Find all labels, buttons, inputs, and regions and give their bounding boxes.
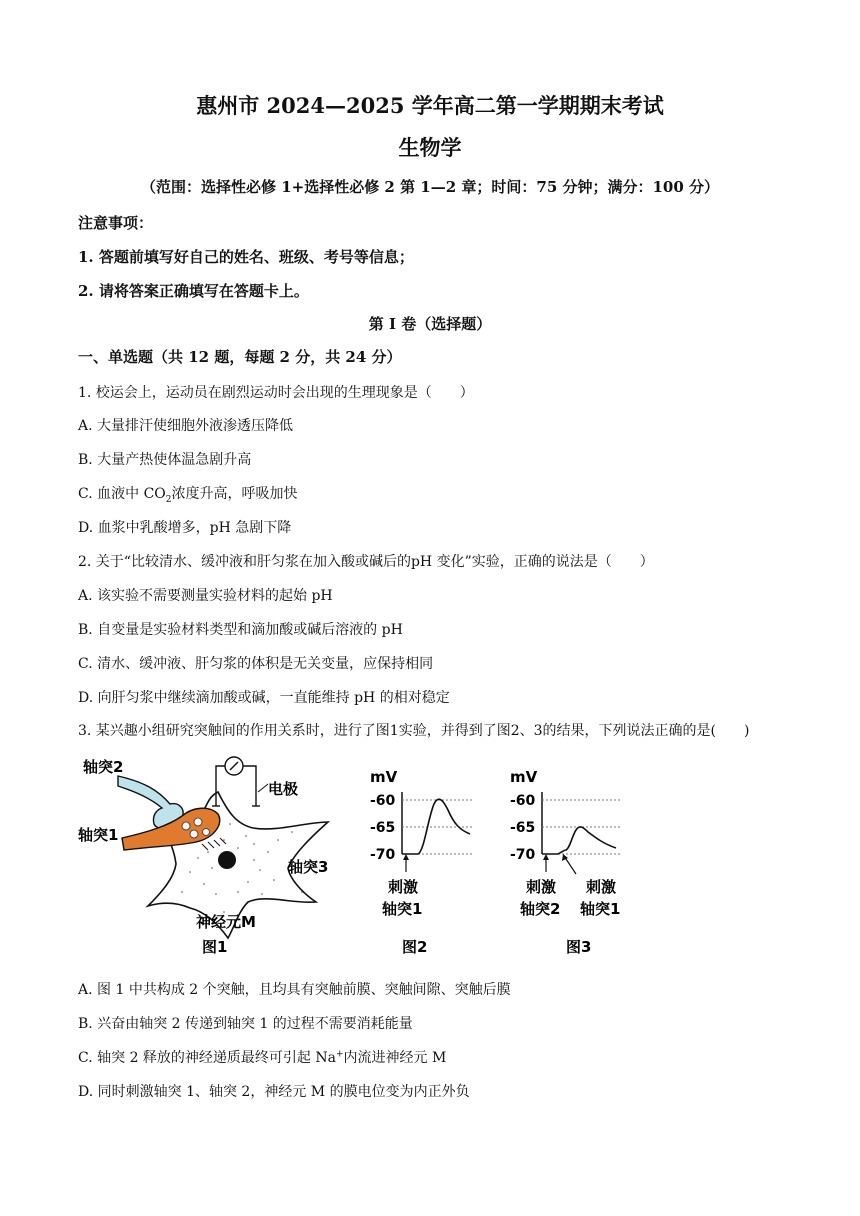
q1-option-a: A. 大量排汗使细胞外液渗透压降低 xyxy=(78,418,294,434)
fig2-stim-label: 轴突1 xyxy=(382,900,423,918)
fig3-unit: mV xyxy=(510,768,538,786)
q1-option-b: B. 大量产热使体温急剧升高 xyxy=(78,452,252,468)
page-title: 惠州市 2024—2025 学年高二第一学期期末考试 xyxy=(196,93,664,118)
q1-stem: 1. 校运会上，运动员在剧烈运动时会出现的生理现象是（ ） xyxy=(78,385,474,401)
q3-option-b: B. 兴奋由轴突 2 传递到轴突 1 的过程不需要消耗能量 xyxy=(78,1016,413,1032)
fig3-tick: -60 xyxy=(510,793,536,809)
exam-scope: （范围：选择性必修 1+选择性必修 2 第 1—2 章；时间：75 分钟；满分：100 分） xyxy=(140,178,720,196)
notes-item: 1. 答题前填写好自己的姓名、班级、考号等信息； xyxy=(78,248,414,266)
fig3-stim-label: 刺激 xyxy=(586,878,617,896)
figure-1-caption: 图1 xyxy=(202,938,228,956)
section-heading: 一、单选题（共 12 题，每题 2 分，共 24 分） xyxy=(78,348,402,366)
notes-heading: 注意事项： xyxy=(78,214,154,232)
figure-2-chart xyxy=(362,762,482,962)
figure-3-caption: 图3 xyxy=(566,938,592,956)
q1-option-d: D. 血浆中乳酸增多，pH 急剧下降 xyxy=(78,520,292,536)
label-axon-1: 轴突1 xyxy=(78,826,119,844)
fig3-stim-label: 轴突1 xyxy=(580,900,621,918)
fig3-tick: -70 xyxy=(510,847,536,863)
q2-option-d: D. 向肝匀浆中继续滴加酸或碱，一直能维持 pH 的相对稳定 xyxy=(78,690,450,706)
subject-title: 生物学 xyxy=(398,135,462,160)
fig3-tick: -65 xyxy=(510,820,536,836)
fig2-stim-label: 刺激 xyxy=(388,878,419,896)
q2-option-a: A. 该实验不需要测量实验材料的起始 pH xyxy=(78,588,333,604)
notes-item: 2. 请将答案正确填写在答题卡上。 xyxy=(78,282,309,300)
q1-option-c: C. 血液中 $CO_2$浓度升高，呼吸加快 xyxy=(78,486,298,505)
q3-option-c: C. 轴突 2 释放的神经递质最终可引起 Na+内流进神经元 M xyxy=(78,1049,447,1066)
label-electrode: 电极 xyxy=(268,780,299,798)
q2-option-c: C. 清水、缓冲液、肝匀浆的体积是无关变量，应保持相同 xyxy=(78,656,434,672)
label-axon-3: 轴突3 xyxy=(288,858,329,876)
q2-option-b: B. 自变量是实验材料类型和滴加酸或碱后溶液的 pH xyxy=(78,622,403,638)
q3-option-a: A. 图 1 中共构成 2 个突触，且均具有突触前膜、突触间隙、突触后膜 xyxy=(78,982,511,998)
q2-stem: 2. 关于“比较清水、缓冲液和肝匀浆在加入酸或碱后的pH 变化”实验，正确的说法是（ ） xyxy=(78,554,654,570)
fig2-tick: -60 xyxy=(370,793,396,809)
fig2-tick: -65 xyxy=(370,820,396,836)
label-neuron-m: 神经元M xyxy=(196,913,256,931)
figure-2-caption: 图2 xyxy=(402,938,428,956)
fig3-potential-curve xyxy=(542,827,616,854)
nucleus xyxy=(218,851,236,869)
volume-heading: 第 I 卷（选择题） xyxy=(368,315,492,333)
fig3-stim-label: 刺激 xyxy=(526,878,557,896)
label-axon-2: 轴突2 xyxy=(83,758,124,776)
figure-3-chart xyxy=(500,762,640,962)
figure-1-diagram xyxy=(78,752,348,962)
fig2-tick: -70 xyxy=(370,847,396,863)
q3-option-d: D. 同时刺激轴突 1、轴突 2，神经元 M 的膜电位变为内正外负 xyxy=(78,1084,470,1100)
q3-stem: 3. 某兴趣小组研究突触间的作用关系时，进行了图1实验，并得到了图2、3的结果，下列说法正确的是( ) xyxy=(78,723,750,739)
fig3-stim-label: 轴突2 xyxy=(520,900,561,918)
fig2-unit: mV xyxy=(370,768,398,786)
